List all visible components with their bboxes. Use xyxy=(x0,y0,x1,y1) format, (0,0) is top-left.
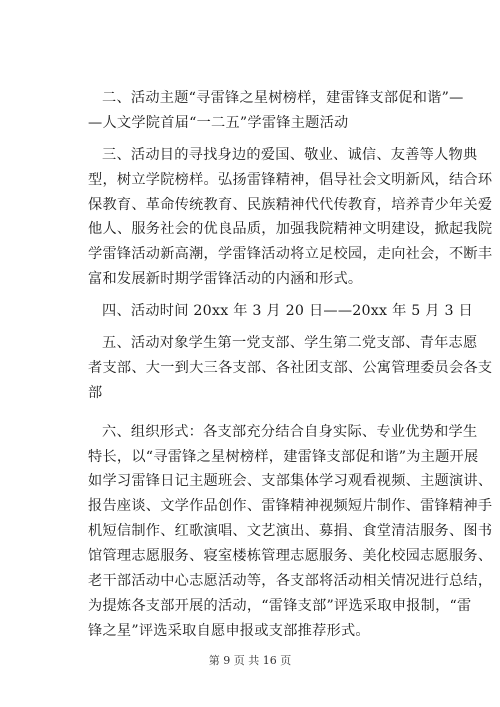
text-line: 机短信制作、红歌演唱、文艺演出、募捐、食堂清洁服务、图书 xyxy=(88,523,493,540)
text-line: 保教育、革命传统教育、民族精神代代传教育，培养青少年关爱 xyxy=(88,196,493,213)
text-line: 特长，以“寻雷锋之星树榜样，建雷锋支部促和谐”为主题开展 xyxy=(88,448,479,465)
text-line: 学雷锋活动新高潮，学雷锋活动将立足校园，走向社会，不断丰 xyxy=(88,246,493,263)
paragraph-form xyxy=(88,420,493,644)
text-line: 四、活动时间 20xx 年 3 月 20 日——20xx 年 5 月 3 日 xyxy=(102,303,473,320)
document-body xyxy=(88,86,493,644)
paragraph-targets xyxy=(88,331,493,406)
text-line: —人文学院首届“一二五”学雷锋主题活动 xyxy=(88,114,349,131)
text-line: 如学习雷锋日记主题班会、支部集体学习观看视频、主题演讲、 xyxy=(88,473,493,490)
paragraph-purpose xyxy=(88,143,493,292)
paragraph-theme xyxy=(88,86,464,136)
text-line: 报告座谈、文学作品创作、雷锋精神视频短片制作、雷锋精神手 xyxy=(88,498,493,515)
text-line: 者支部、大一到大三各支部、各社团支部、公寓管理委员会各支 xyxy=(88,359,493,376)
text-line: 锋之星”评选采取自愿申报或支部推荐形式。 xyxy=(88,622,370,639)
text-line: 五、活动对象学生第一党支部、学生第二党支部、青年志愿 xyxy=(102,335,478,352)
text-line: 为提炼各支部开展的活动，“雷锋支部”评选采取申报制，“雷 xyxy=(88,597,472,614)
text-line: 馆管理志愿服务、寝室楼栋管理志愿服务、美化校园志愿服务、 xyxy=(88,548,493,565)
text-line: 三、活动目的寻找身边的爱国、敬业、诚信、友善等人物典 xyxy=(102,146,478,163)
page-number-footer: 第 9 页 共 16 页 xyxy=(208,654,292,667)
text-line: 部 xyxy=(88,384,103,401)
text-line: 六、组织形式：各支部充分结合自身实际、专业优势和学生 xyxy=(102,423,478,440)
text-line: 富和发展新时期学雷锋活动的内涵和形式。 xyxy=(88,271,363,288)
paragraph-time xyxy=(88,299,473,324)
text-line: 他人、服务社会的优良品质，加强我院精神文明建设，掀起我院 xyxy=(88,221,493,238)
text-line: 型，树立学院榜样。弘扬雷锋精神，倡导社会文明新风，结合环 xyxy=(88,171,493,188)
text-line: 老干部活动中心志愿活动等，各支部将活动相关情况进行总结， xyxy=(88,573,493,590)
text-line: 二、活动主题“寻雷锋之星树榜样，建雷锋支部促和谐”— xyxy=(102,90,464,106)
